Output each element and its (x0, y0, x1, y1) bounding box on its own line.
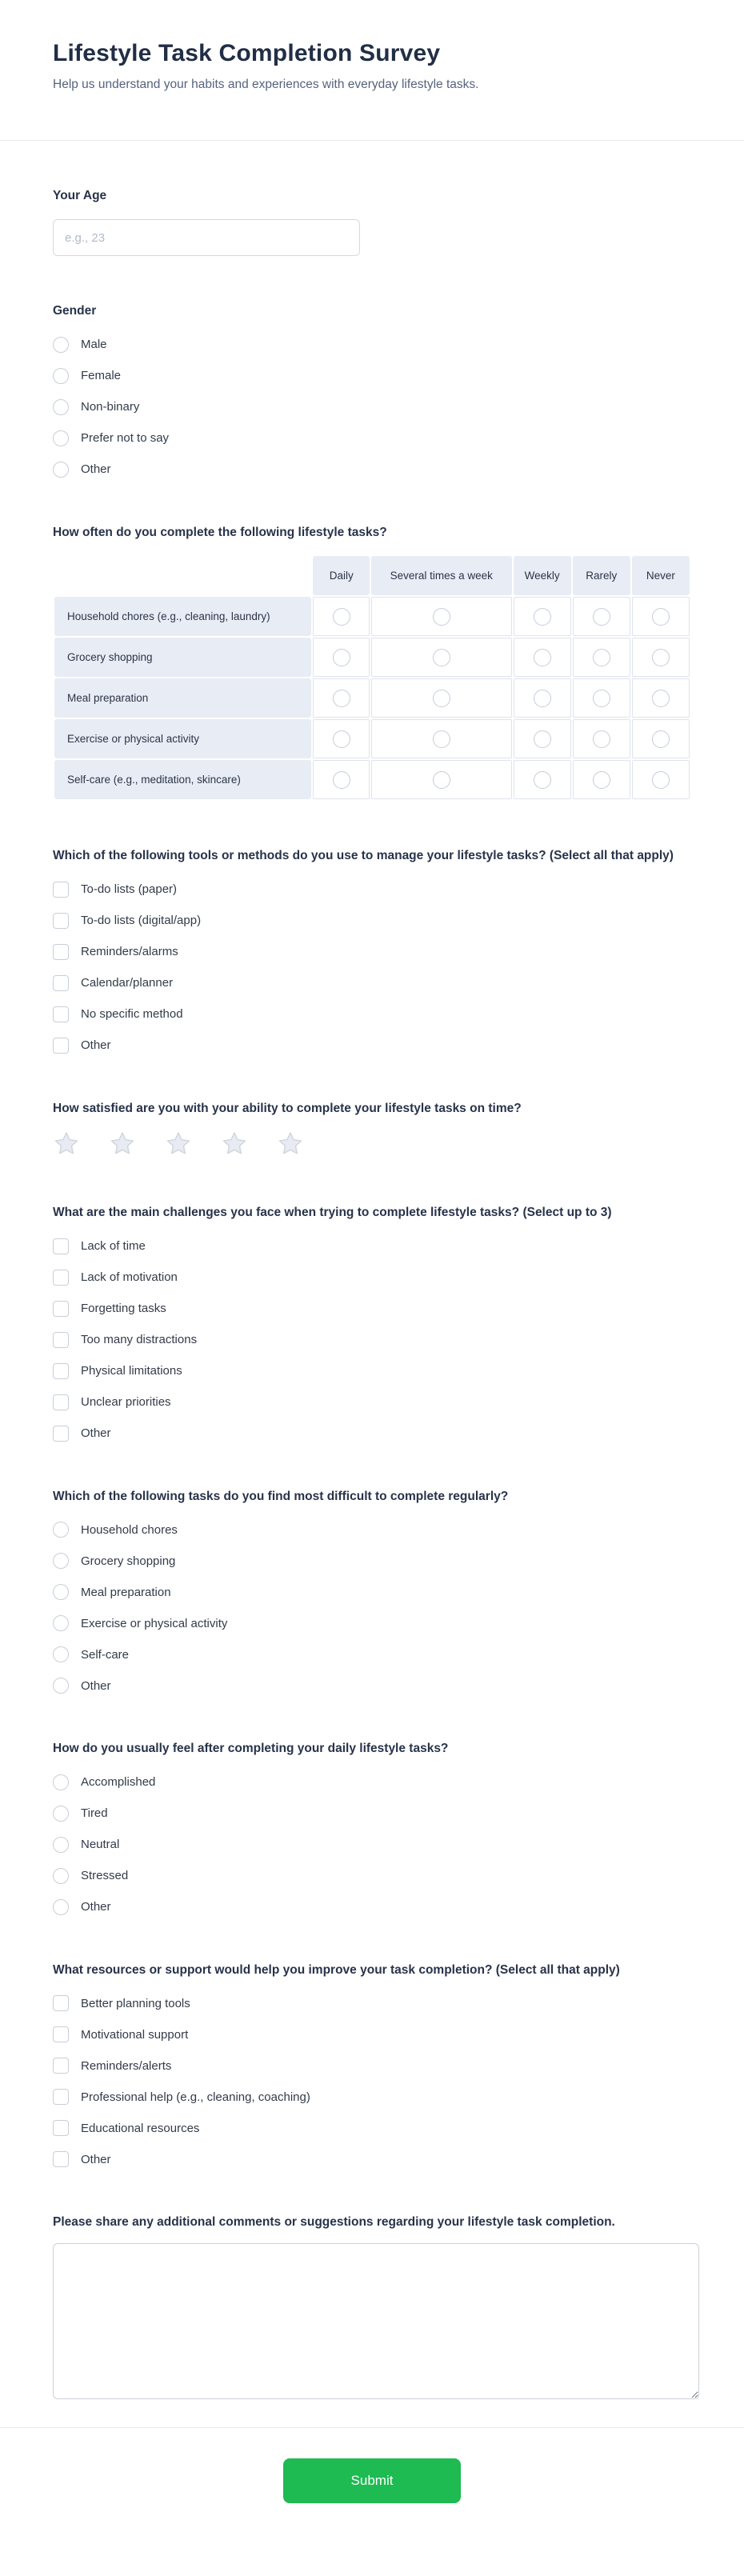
checkbox-option[interactable] (53, 1038, 691, 1054)
checkbox-icon[interactable] (53, 1238, 69, 1254)
radio-icon[interactable] (53, 1837, 69, 1853)
radio-icon[interactable] (53, 1868, 69, 1884)
option-label: Reminders/alarms (81, 945, 178, 959)
checkbox-option[interactable] (53, 1995, 691, 2011)
matrix-row (54, 678, 690, 718)
radio-option[interactable] (53, 430, 691, 446)
radio-option[interactable] (53, 462, 691, 478)
matrix-cell[interactable] (514, 597, 571, 636)
matrix-row-label: Exercise or physical activity (54, 719, 311, 758)
radio-option[interactable] (53, 1899, 691, 1915)
matrix-cell[interactable] (514, 678, 571, 718)
radio-icon[interactable] (53, 1678, 69, 1694)
matrix-column-header: Never (632, 556, 690, 595)
matrix-cell[interactable] (632, 678, 690, 718)
radio-icon[interactable] (534, 690, 551, 707)
checkbox-icon[interactable] (53, 1332, 69, 1348)
checkbox-icon[interactable] (53, 2120, 69, 2136)
radio-option[interactable] (53, 337, 691, 353)
page-subtitle: Help us understand your habits and experiences with everyday lifestyle tasks. (53, 78, 479, 91)
option-label: Other (81, 462, 111, 477)
checkbox-option[interactable] (53, 2026, 691, 2042)
star-icon[interactable] (109, 1130, 136, 1158)
matrix-column-header: Rarely (573, 556, 630, 595)
checkbox-option[interactable] (53, 2120, 691, 2136)
checkbox-option[interactable] (53, 882, 691, 898)
radio-option[interactable] (53, 1774, 691, 1790)
matrix-column-header: Several times a week (371, 556, 512, 595)
radio-icon[interactable] (593, 608, 610, 626)
radio-icon[interactable] (534, 608, 551, 626)
checkbox-icon[interactable] (53, 2089, 69, 2105)
resources-options (53, 1995, 691, 2167)
difficult-options (53, 1522, 691, 1694)
section-difficult-task (53, 1488, 691, 1694)
matrix-cell[interactable] (313, 678, 370, 718)
radio-option[interactable] (53, 1646, 691, 1662)
section-resources (53, 1962, 691, 2167)
radio-icon[interactable] (53, 1806, 69, 1822)
checkbox-icon[interactable] (53, 1394, 69, 1410)
radio-icon[interactable] (53, 1584, 69, 1600)
checkbox-option[interactable] (53, 1332, 691, 1348)
checkbox-option[interactable] (53, 1426, 691, 1442)
survey-header (0, 0, 744, 140)
matrix-cell[interactable] (371, 638, 512, 677)
matrix-row-label: Household chores (e.g., cleaning, laundry) (54, 597, 311, 636)
radio-icon[interactable] (53, 399, 69, 415)
option-label: Physical limitations (81, 1364, 182, 1378)
matrix-cell[interactable] (514, 719, 571, 758)
star-icon[interactable] (221, 1130, 248, 1158)
radio-option[interactable] (53, 1678, 691, 1694)
radio-icon[interactable] (652, 690, 670, 707)
checkbox-option[interactable] (53, 2089, 691, 2105)
option-label: Educational resources (81, 2121, 200, 2135)
gender-label: Gender (53, 304, 97, 318)
matrix-row (54, 760, 690, 799)
radio-icon[interactable] (433, 690, 450, 707)
radio-option[interactable] (53, 368, 691, 384)
matrix-cell[interactable] (313, 760, 370, 799)
radio-icon[interactable] (593, 649, 610, 666)
option-label: Other (81, 1900, 111, 1914)
matrix-cell[interactable] (573, 638, 630, 677)
checkbox-icon[interactable] (53, 882, 69, 898)
difficult-question: Which of the following tasks do you find most difficult to complete regularly? (53, 1489, 509, 1503)
radio-icon[interactable] (53, 462, 69, 478)
matrix-row (54, 719, 690, 758)
option-label: Self-care (81, 1647, 130, 1662)
checkbox-option[interactable] (53, 1301, 691, 1317)
option-label: To-do lists (digital/app) (81, 914, 202, 928)
radio-icon[interactable] (433, 608, 450, 626)
matrix-column-header: Weekly (514, 556, 571, 595)
radio-icon[interactable] (333, 730, 350, 748)
checkbox-option[interactable] (53, 975, 691, 991)
option-label: Lack of motivation (81, 1270, 178, 1285)
section-gender (53, 302, 691, 477)
checkbox-icon[interactable] (53, 975, 69, 991)
feelings-options (53, 1774, 691, 1915)
option-label: Grocery shopping (81, 1554, 176, 1568)
radio-option[interactable] (53, 1806, 691, 1822)
radio-option[interactable] (53, 399, 691, 415)
radio-icon[interactable] (593, 730, 610, 748)
radio-icon[interactable] (53, 368, 69, 384)
radio-icon[interactable] (652, 730, 670, 748)
radio-icon[interactable] (534, 771, 551, 789)
tools-question: Which of the following tools or methods do you use to manage your lifestyle tasks? (Select all that apply) (53, 849, 674, 863)
age-input[interactable] (53, 219, 360, 256)
matrix-row (54, 638, 690, 677)
radio-icon[interactable] (652, 771, 670, 789)
checkbox-option[interactable] (53, 2058, 691, 2074)
checkbox-option[interactable] (53, 2151, 691, 2167)
matrix-cell[interactable] (313, 719, 370, 758)
option-label: Too many distractions (81, 1333, 198, 1347)
matrix-cell[interactable] (514, 760, 571, 799)
matrix-cell[interactable] (632, 719, 690, 758)
checkbox-option[interactable] (53, 1363, 691, 1379)
section-frequency-matrix (53, 524, 691, 801)
checkbox-icon[interactable] (53, 1038, 69, 1054)
radio-icon[interactable] (593, 771, 610, 789)
radio-icon[interactable] (53, 1522, 69, 1538)
radio-icon[interactable] (53, 1553, 69, 1569)
option-label: Accomplished (81, 1775, 156, 1790)
option-label: Other (81, 1426, 111, 1441)
star-icon[interactable] (277, 1130, 304, 1158)
matrix-row-label: Self-care (e.g., meditation, skincare) (54, 760, 311, 799)
checkbox-icon[interactable] (53, 1301, 69, 1317)
page-title: Lifestyle Task Completion Survey (53, 40, 441, 66)
matrix-cell[interactable] (632, 760, 690, 799)
matrix-column-header: Daily (313, 556, 370, 595)
radio-icon[interactable] (53, 430, 69, 446)
checkbox-icon[interactable] (53, 1270, 69, 1286)
matrix-cell[interactable] (573, 678, 630, 718)
matrix-row-label: Meal preparation (54, 678, 311, 718)
checkbox-icon[interactable] (53, 1363, 69, 1379)
checkbox-option[interactable] (53, 913, 691, 929)
option-label: Other (81, 1038, 111, 1053)
form-footer (0, 2428, 744, 2503)
challenges-options (53, 1238, 691, 1442)
option-label: Reminders/alerts (81, 2058, 172, 2073)
option-label: Household chores (81, 1522, 178, 1537)
option-label: Motivational support (81, 2027, 189, 2042)
section-feelings (53, 1740, 691, 1914)
checkbox-icon[interactable] (53, 913, 69, 929)
matrix-cell[interactable] (313, 597, 370, 636)
option-label: Lack of time (81, 1239, 146, 1254)
feelings-question: How do you usually feel after completing your daily lifestyle tasks? (53, 1742, 449, 1756)
radio-icon[interactable] (53, 1615, 69, 1631)
option-label: Unclear priorities (81, 1395, 171, 1410)
matrix-cell[interactable] (371, 678, 512, 718)
matrix-cell[interactable] (371, 760, 512, 799)
radio-option[interactable] (53, 1522, 691, 1538)
checkbox-icon[interactable] (53, 1006, 69, 1022)
radio-icon[interactable] (333, 608, 350, 626)
option-label: Tired (81, 1806, 108, 1821)
comments-textarea[interactable] (53, 2243, 699, 2399)
frequency-matrix-table (53, 554, 691, 801)
option-label: Non-binary (81, 400, 140, 414)
radio-icon[interactable] (593, 690, 610, 707)
radio-option[interactable] (53, 1615, 691, 1631)
option-label: To-do lists (paper) (81, 882, 178, 897)
matrix-cell[interactable] (632, 638, 690, 677)
age-label: Your Age (53, 189, 107, 202)
matrix-row (54, 597, 690, 636)
matrix-cell[interactable] (573, 597, 630, 636)
checkbox-option[interactable] (53, 1394, 691, 1410)
star-icon[interactable] (165, 1130, 192, 1158)
option-label: Stressed (81, 1869, 129, 1883)
radio-icon[interactable] (53, 1774, 69, 1790)
checkbox-icon[interactable] (53, 2058, 69, 2074)
matrix-cell[interactable] (371, 719, 512, 758)
checkbox-icon[interactable] (53, 1995, 69, 2011)
section-challenges (53, 1204, 691, 1441)
submit-button[interactable]: Submit (283, 2458, 461, 2503)
option-label: Prefer not to say (81, 431, 170, 446)
matrix-row-label: Grocery shopping (54, 638, 311, 677)
option-label: Exercise or physical activity (81, 1616, 228, 1630)
option-label: Better planning tools (81, 1996, 190, 2010)
option-label: Other (81, 1678, 111, 1693)
matrix-cell[interactable] (514, 638, 571, 677)
radio-option[interactable] (53, 1837, 691, 1853)
matrix-cell[interactable] (313, 638, 370, 677)
option-label: Calendar/planner (81, 976, 174, 990)
gender-options (53, 337, 691, 478)
checkbox-icon[interactable] (53, 944, 69, 960)
option-label: Male (81, 338, 107, 352)
radio-icon[interactable] (53, 1646, 69, 1662)
radio-icon[interactable] (433, 649, 450, 666)
satisfaction-question: How satisfied are you with your ability to complete your lifestyle tasks on time? (53, 1101, 522, 1115)
matrix-cell[interactable] (632, 597, 690, 636)
radio-icon[interactable] (652, 649, 670, 666)
radio-icon[interactable] (433, 771, 450, 789)
matrix-question: How often do you complete the following lifestyle tasks? (53, 525, 387, 539)
matrix-header-row (54, 556, 690, 595)
option-label: No specific method (81, 1007, 183, 1022)
radio-icon[interactable] (53, 337, 69, 353)
checkbox-option[interactable] (53, 1270, 691, 1286)
star-rating[interactable] (53, 1130, 691, 1158)
tools-options (53, 882, 691, 1054)
radio-icon[interactable] (433, 730, 450, 748)
matrix-cell[interactable] (573, 719, 630, 758)
radio-option[interactable] (53, 1584, 691, 1600)
section-comments (53, 2214, 691, 2402)
option-label: Forgetting tasks (81, 1302, 166, 1316)
header-divider (0, 140, 744, 141)
option-label: Neutral (81, 1838, 120, 1852)
radio-icon[interactable] (333, 649, 350, 666)
radio-option[interactable] (53, 1868, 691, 1884)
radio-icon[interactable] (652, 608, 670, 626)
section-age (53, 187, 691, 256)
star-icon[interactable] (53, 1130, 80, 1158)
option-label: Professional help (e.g., cleaning, coaching) (81, 2090, 310, 2104)
resources-question: What resources or support would help you improve your task completion? (Select all that apply) (53, 1962, 620, 1977)
section-satisfaction (53, 1100, 691, 1158)
matrix-cell[interactable] (573, 760, 630, 799)
matrix-corner-cell (54, 556, 311, 595)
radio-option[interactable] (53, 1553, 691, 1569)
checkbox-icon[interactable] (53, 2026, 69, 2042)
checkbox-option[interactable] (53, 1006, 691, 1022)
radio-icon[interactable] (333, 690, 350, 707)
checkbox-icon[interactable] (53, 1426, 69, 1442)
radio-icon[interactable] (534, 730, 551, 748)
radio-icon[interactable] (53, 1899, 69, 1915)
challenges-question: What are the main challenges you face when trying to complete lifestyle tasks? (Select up to 3) (53, 1206, 612, 1220)
checkbox-option[interactable] (53, 1238, 691, 1254)
option-label: Female (81, 369, 122, 383)
radio-icon[interactable] (534, 649, 551, 666)
section-tools (53, 847, 691, 1053)
matrix-cell[interactable] (371, 597, 512, 636)
option-label: Meal preparation (81, 1585, 171, 1599)
option-label: Other (81, 2152, 111, 2166)
survey-form (0, 187, 744, 2403)
checkbox-icon[interactable] (53, 2151, 69, 2167)
comments-question: Please share any additional comments or suggestions regarding your lifestyle task completion. (53, 2215, 615, 2230)
radio-icon[interactable] (333, 771, 350, 789)
checkbox-option[interactable] (53, 944, 691, 960)
